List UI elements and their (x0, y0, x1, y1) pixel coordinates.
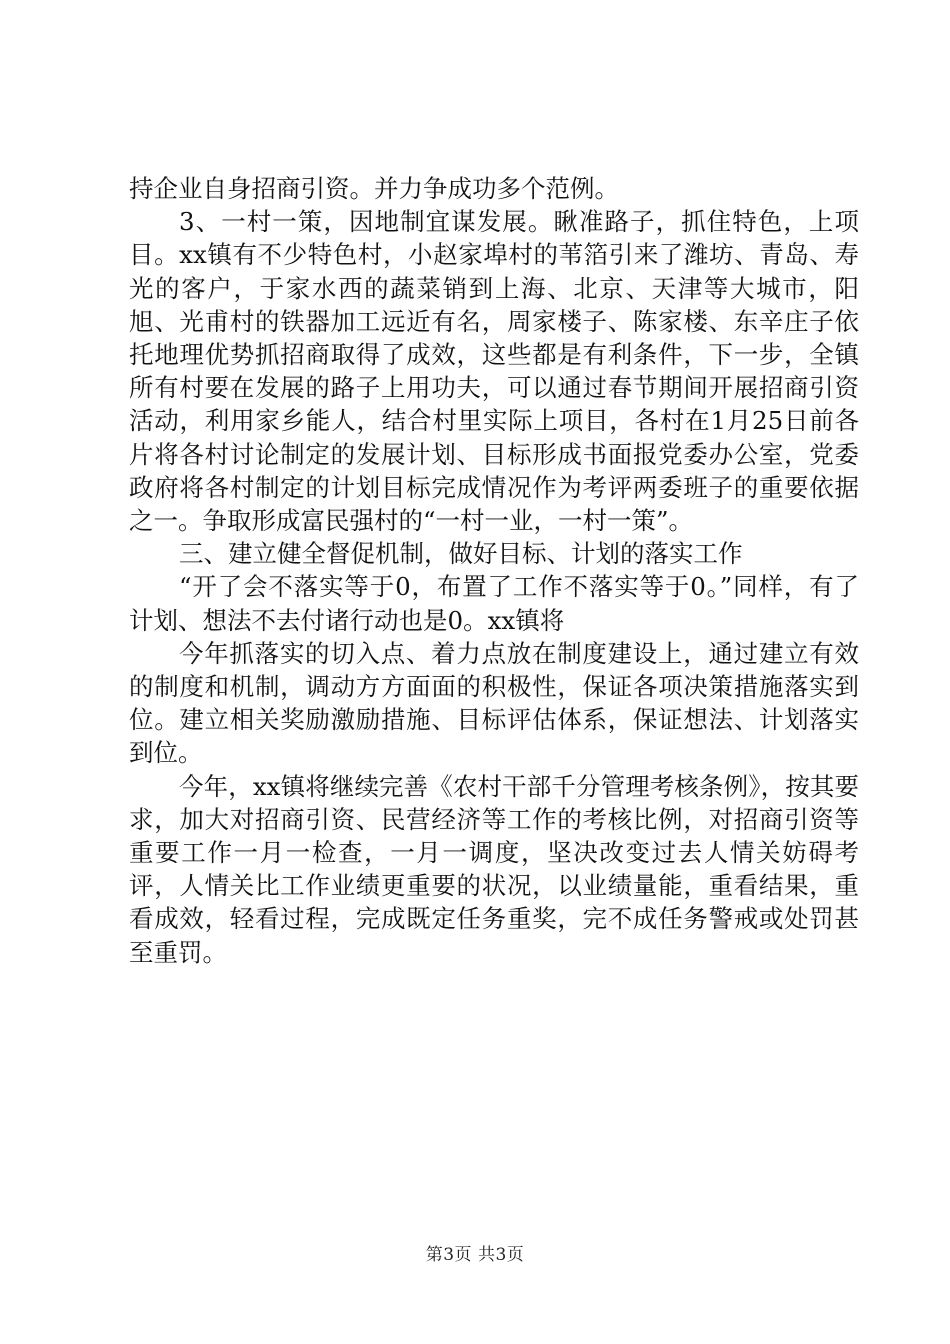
paragraph-3: “开了会不落实等于0，布置了工作不落实等于0。”同样，有了计划、想法不去付诸行动也是0。xx镇将 (129, 572, 859, 635)
paragraph-5: 今年，xx镇将继续完善《农村干部千分管理考核条例》，按其要求，加大对招商引资、民营经济等工作的考核比例，对招商引资等重要工作一月一检查，一月一调度，坚决改变过去人情关妨碍考评，人情关比工作业绩更重要的状况，以业绩量能，重看结果，重看成效，轻看过程，完成既定任务重奖，完不成任务警戒或处罚甚至重罚。 (129, 771, 859, 967)
section-heading: 三、建立健全督促机制，做好目标、计划的落实工作 (179, 539, 743, 569)
paragraph-2: 3、一村一策，因地制宜谋发展。瞅准路子，抓住特色，上项目。xx镇有不少特色村，小赵家埠村的苇箔引来了潍坊、青岛、寿光的客户，于家水西的蔬菜销到上海、北京、天津等大城市，阳旭、光甫村的铁器加工远近有名，周家楼子、陈家楼、东辛庄子依托地理优势抓招商取得了成效，这些都是有利条件，下一步，全镇所有村要在发展的路子上用功夫，可以通过春节期间开展招商引资活动，利用家乡能人，结合村里实际上项目，各村在1月25日前各片将各村讨论制定的发展计划、目标形成书面报党委办公室，党委政府将各村制定的计划目标完成情况作为考评两委班子的重要依据之一。争取形成富民强村的“一村一业，一村一策”。 (129, 207, 859, 536)
document-body (129, 172, 859, 969)
paragraph-1: 持企业自身招商引资。并力争成功多个范例。 (129, 174, 619, 203)
paragraph-4: 今年抓落实的切入点、着力点放在制度建设上，通过建立有效的制度和机制，调动方方面面的积极性，保证各项决策措施落实到位。建立相关奖励激励措施、目标评估体系，保证想法、计划落实到位。 (129, 638, 859, 768)
page-number-footer: 第3页 共3页 (425, 1245, 525, 1265)
